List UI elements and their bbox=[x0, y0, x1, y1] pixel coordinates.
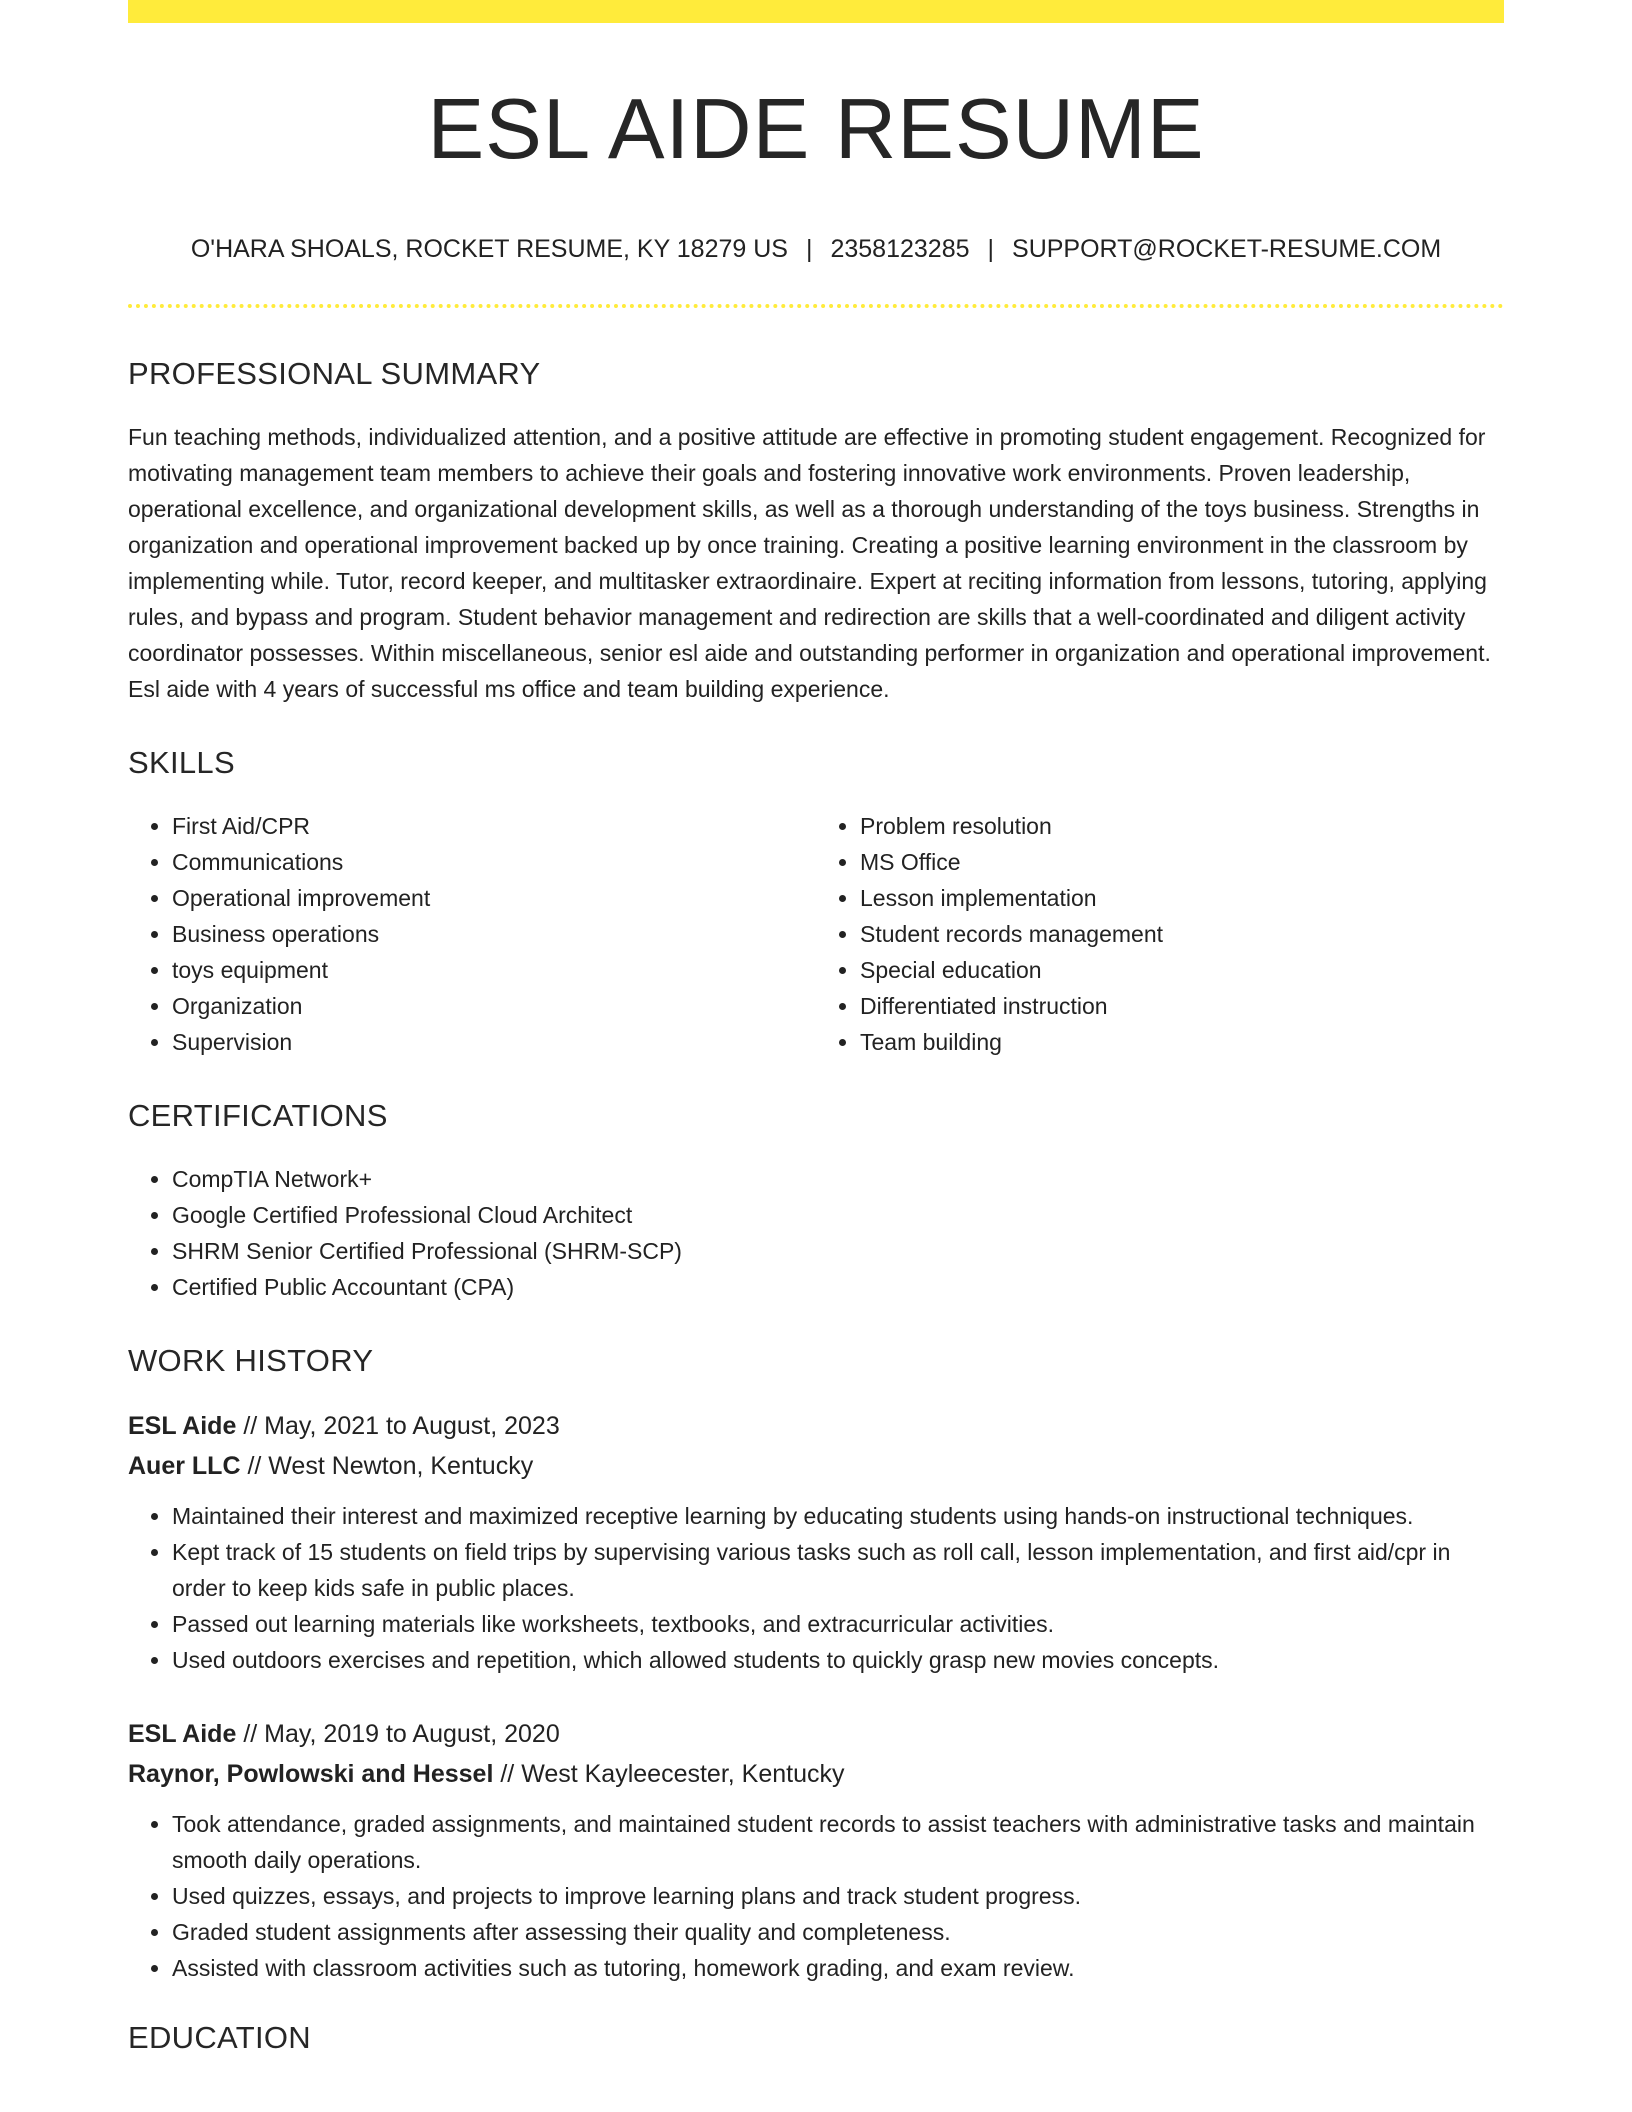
dotted-divider bbox=[128, 304, 1504, 308]
job-bullet: • Took attendance, graded assignments, and maintained student records to assist teachers with administrative tasks and maintain smooth daily operations. bbox=[172, 1806, 1504, 1878]
skill-item: • Problem resolution bbox=[860, 808, 1504, 844]
skill-item: • Special education bbox=[860, 952, 1504, 988]
job-title-line bbox=[128, 1406, 1504, 1446]
job-bullet: • Graded student assignments after assessing their quality and completeness. bbox=[172, 1914, 1504, 1950]
job-location: // West Newton, Kentucky bbox=[240, 1452, 534, 1480]
skills-columns bbox=[128, 808, 1504, 1060]
contact-line bbox=[128, 234, 1504, 264]
skill-item: • Communications bbox=[172, 844, 816, 880]
job-location: // West Kayleecester, Kentucky bbox=[493, 1760, 845, 1788]
job-bullet: • Maintained their interest and maximized receptive learning by educating students using hands-on instructional techniques. bbox=[172, 1498, 1504, 1534]
certification-item: • Google Certified Professional Cloud Architect bbox=[172, 1197, 1504, 1233]
job-company-line bbox=[128, 1754, 1504, 1794]
resume-page bbox=[128, 0, 1504, 2053]
work-history-heading: WORK HISTORY bbox=[128, 1343, 374, 1378]
job-company: Raynor, Powlowski and Hessel bbox=[128, 1760, 494, 1788]
top-accent-bar bbox=[128, 0, 1504, 23]
skill-item: • Differentiated instruction bbox=[860, 988, 1504, 1024]
contact-phone: 2358123285 bbox=[830, 235, 970, 263]
job-title-line bbox=[128, 1714, 1504, 1754]
skill-item: • toys equipment bbox=[172, 952, 816, 988]
skill-item: • Business operations bbox=[172, 916, 816, 952]
contact-separator: | bbox=[987, 235, 995, 263]
job-company: Auer LLC bbox=[128, 1452, 241, 1480]
job-bullets bbox=[128, 1806, 1504, 1986]
skill-item: • MS Office bbox=[860, 844, 1504, 880]
job-entry bbox=[128, 1714, 1504, 1986]
certification-item: • CompTIA Network+ bbox=[172, 1161, 1504, 1197]
resume-title: ESL AIDE RESUME bbox=[427, 82, 1205, 177]
certifications-heading: CERTIFICATIONS bbox=[128, 1098, 388, 1133]
summary-heading: PROFESSIONAL SUMMARY bbox=[128, 356, 541, 391]
skills-list-right bbox=[816, 808, 1504, 1060]
job-bullet: • Kept track of 15 students on field trips by supervising various tasks such as roll call, lesson implementation, and first aid/cpr in order to keep kids safe in public places. bbox=[172, 1534, 1504, 1606]
skill-item: • Operational improvement bbox=[172, 880, 816, 916]
skills-heading: SKILLS bbox=[128, 745, 235, 780]
skill-item: • Supervision bbox=[172, 1024, 816, 1060]
job-dates: // May, 2019 to August, 2020 bbox=[236, 1720, 560, 1748]
job-entry bbox=[128, 1406, 1504, 1678]
skill-item: • Lesson implementation bbox=[860, 880, 1504, 916]
skill-item: • Organization bbox=[172, 988, 816, 1024]
job-bullets bbox=[128, 1498, 1504, 1678]
contact-separator: | bbox=[805, 235, 813, 263]
job-title: ESL Aide bbox=[128, 1720, 237, 1748]
skill-item: • Student records management bbox=[860, 916, 1504, 952]
skill-item: • First Aid/CPR bbox=[172, 808, 816, 844]
summary-text: Fun teaching methods, individualized attention, and a positive attitude are effective in promoting student engagement. Recognized for motivating management team members to achieve their goals and fostering innovative work environments. Proven leadership, operational excellence, and organizational development skills, as well as a thorough understanding of the toys business. Strengths in organization and operational improvement backed up by once training. Creating a positive learning environment in the classroom by implementing while. Tutor, record keeper, and multitasker extraordinaire. Expert at reciting information from lessons, tutoring, applying rules, and bypass and program. Student behavior management and redirection are skills that a well-coordinated and diligent activity coordinator possesses. Within miscellaneous, senior esl aide and outstanding performer in organization and operational improvement. Esl aide with 4 years of successful ms office and team building experience. bbox=[128, 424, 1491, 702]
skill-item: • Team building bbox=[860, 1024, 1504, 1060]
job-bullet: • Used outdoors exercises and repetition, which allowed students to quickly grasp new movies concepts. bbox=[172, 1642, 1504, 1678]
job-dates: // May, 2021 to August, 2023 bbox=[236, 1412, 560, 1440]
certification-item: • SHRM Senior Certified Professional (SHRM-SCP) bbox=[172, 1233, 1504, 1269]
contact-address: O'HARA SHOALS, ROCKET RESUME, KY 18279 US bbox=[190, 235, 788, 263]
certification-item: • Certified Public Accountant (CPA) bbox=[172, 1269, 1504, 1305]
education-heading: EDUCATION bbox=[128, 2020, 311, 2055]
job-company-line bbox=[128, 1446, 1504, 1486]
job-bullet: • Assisted with classroom activities such as tutoring, homework grading, and exam review. bbox=[172, 1950, 1504, 1986]
job-bullet: • Used quizzes, essays, and projects to improve learning plans and track student progress. bbox=[172, 1878, 1504, 1914]
contact-email: SUPPORT@ROCKET-RESUME.COM bbox=[1012, 235, 1442, 263]
skills-list-left bbox=[128, 808, 816, 1060]
certifications-list bbox=[128, 1161, 1504, 1305]
job-bullet: • Passed out learning materials like worksheets, textbooks, and extracurricular activities. bbox=[172, 1606, 1504, 1642]
job-title: ESL Aide bbox=[128, 1412, 237, 1440]
